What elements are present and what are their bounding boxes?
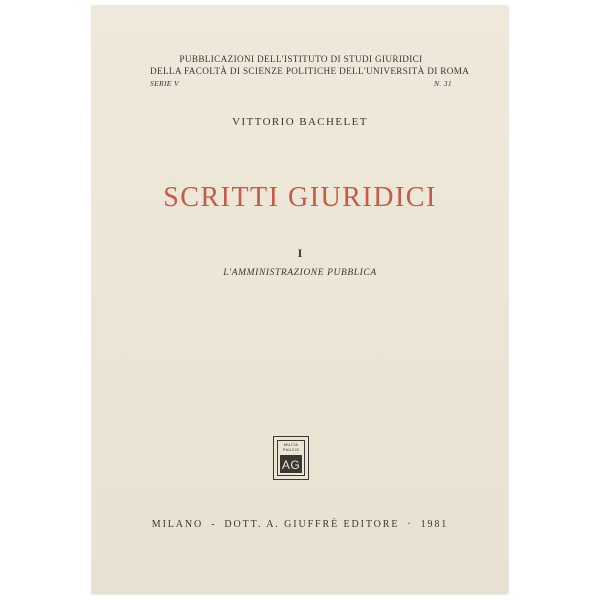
imprint-separator-2: ·	[407, 519, 413, 530]
series-line-1: PUBBLICAZIONI DELL'ISTITUTO DI STUDI GIURIDICI	[179, 54, 423, 64]
imprint-publisher: DOTT. A. GIUFFRÈ EDITORE	[224, 519, 400, 530]
imprint-year: 1981	[420, 519, 449, 530]
imprint-separator: -	[211, 519, 217, 530]
logo-motto-line-1: MULTA	[283, 442, 299, 447]
imprint	[92, 519, 508, 530]
series-volume: SERIE V	[150, 79, 179, 88]
imprint-city: MILANO	[151, 519, 204, 530]
volume-subtitle: L'AMMINISTRAZIONE PUBBLICA	[223, 268, 377, 278]
book-title: SCRITTI GIURIDICI	[163, 182, 437, 213]
logo-frame	[277, 440, 305, 476]
series-line-2: DELLA FACOLTÀ DI SCIENZE POLITICHE DELL'UNIVERSITÀ DI ROMA	[150, 66, 470, 76]
series-meta	[150, 77, 452, 89]
logo-motto-line-2: PAUCIS	[282, 446, 300, 452]
logo-letters: AG	[280, 455, 302, 473]
book-title-page	[92, 6, 508, 594]
volume-number: I	[297, 246, 303, 260]
series-number: N. 31	[433, 79, 452, 88]
series-header	[150, 53, 470, 89]
logo-motto	[278, 443, 304, 452]
publisher-logo	[273, 436, 309, 480]
author-name: VITTORIO BACHELET	[232, 116, 368, 128]
